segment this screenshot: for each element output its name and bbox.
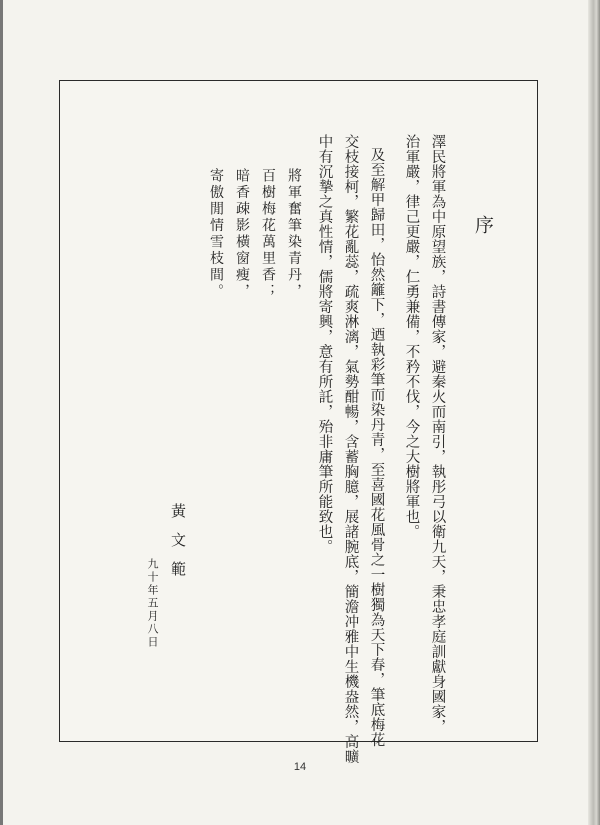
author-signature: 黃文範 (169, 503, 187, 590)
paragraph2-line3: 中有沉摯之真性情，儒將寄興，意有所託，殆非庸筆所能致也。 (316, 134, 333, 554)
poem-line4: 寄傲閒情雪枝間。 (208, 168, 224, 300)
paragraph2-line1: 及至解甲歸田，怡然籬下，迺執彩筆而染丹青，至喜國花風骨之一樹獨為天下春，筆底梅花 (368, 147, 385, 747)
signature-date: 九十年五月八日 (146, 558, 159, 649)
scan-edge-right (588, 0, 600, 825)
document-title: 序 (472, 215, 494, 234)
scan-edge-left (0, 0, 3, 825)
poem-line1: 將軍奮筆染青丹， (286, 168, 302, 300)
page-number: 14 (293, 761, 307, 773)
paragraph1-line1: 澤民將軍為中原望族，詩書傳家，避秦火而南引，執彤弓以衛九天，秉忠孝庭訓獻身國家， (429, 134, 446, 734)
paragraph1-line2: 治軍嚴，律己更嚴，仁勇兼備，不矜不伐，今之大樹將軍也。 (403, 134, 420, 539)
poem-line3: 暗香疎影橫窗瘦， (234, 168, 250, 300)
paragraph2-line2: 交枝接柯，繁花亂蕊，疏爽淋漓，氣勢酣暢，含蓄胸臆，展諸腕底，簡澹冲雅中生機盎然，高曠 (342, 134, 359, 764)
poem-line2: 百樹梅花萬里香； (260, 168, 276, 300)
